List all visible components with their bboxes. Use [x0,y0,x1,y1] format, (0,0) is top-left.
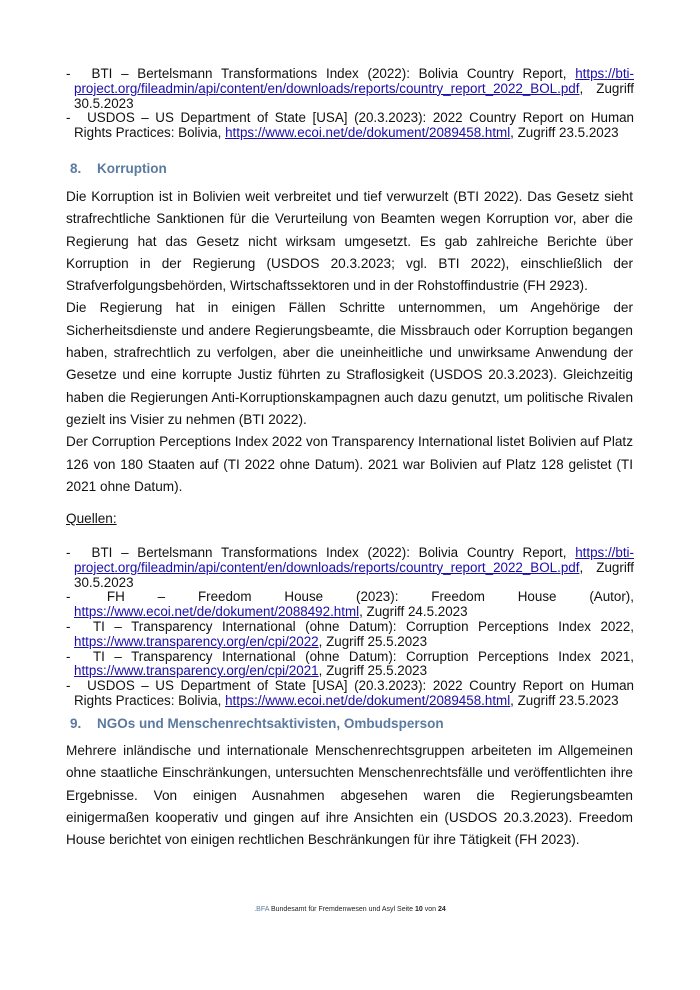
section-heading-ngos: 9. NGOs und Menschenrechtsaktivisten, Ombudsperson [70,716,444,731]
reference-link[interactable]: https://www.ecoi.net/de/dokument/2089458.html [225,125,511,141]
section-8-body [66,186,633,498]
section-heading-korruption: 8. Korruption [70,161,167,176]
paragraph: Der Corruption Perceptions Index 2022 von Transparency International listet Bolivien auf Platz 126 von 180 Staaten auf (TI 2022 ohne Datum). 2021 war Bolivien auf Platz 128 gelistet (TI 2021 ohne Datum). [66,434,633,494]
paragraph: Mehrere inländische und internationale Menschenrechtsgruppen arbeiteten im Allgemeinen ohne staatliche Einschränkungen, untersuchten Menschenrechtsfälle und veröffentlichten ihre Ergebnisse. Von einigen Ausnahmen abgesehen waren die Regierungsbeamten einigermaßen kooperativ und gingen auf ihre Ansichten ein (USDOS 20.3.2023). Freedom House berichtet von einigen rechtlichen Beschränkungen für ihre Tätigkeit (FH 2023). [66,743,633,848]
source-link[interactable]: https://www.ecoi.net/de/dokument/2089458.html [225,692,511,708]
section-9-body [66,740,633,851]
page-number: 10 [414,906,423,913]
sources-list [66,546,634,709]
source-link[interactable]: https://www.ecoi.net/de/dokument/2088492.html [74,604,360,620]
source-link[interactable]: https://www.transparency.org/en/cpi/2022 [74,633,319,649]
reference-item: - BTI – Bertelsmann Transformations Index (2022): Bolivia Country Report, https://bti-project.org/fileadmin/api/content/en/downloads/reports/country_report_2022_BOL.pdf, Zugriff 30.5.2023 [66,66,634,111]
sources-label: Quellen: [66,511,117,526]
source-link[interactable]: https://www.transparency.org/en/cpi/2021 [74,663,319,679]
source-link[interactable]: https://bti-project.org/fileadmin/api/content/en/downloads/reports/country_report_2022_BOL.pdf [74,545,634,575]
page-total: 24 [437,906,446,913]
bfa-logo-text: .BFA [254,906,270,913]
reference-item: - USDOS – US Department of State [USA] (20.3.2023): 2022 Country Report on Human Rights Practices: Bolivia, https://www.ecoi.net/de/dokument/2089458.html, Zugriff 23.5.2023 [66,110,634,141]
paragraph: Die Regierung hat in einigen Fällen Schritte unternommen, um Angehörige der Sicherheitsdienste und andere Regierungsbeamte, die Missbrauch oder Korruption begangen haben, strafrechtlich zu verfolgen, aber die uneinheitliche und unwirksame Anwendung der Gesetze und eine korrupte Justiz führten zu Straflosigkeit (USDOS 20.3.2023). Gleichzeitig haben die Regierungen Anti-Korruptionskampagnen auch dazu genutzt, um politische Rivalen gezielt ins Visier zu nehmen (BTI 2022). [66,300,633,427]
top-reference-list [66,67,634,141]
reference-link[interactable]: https://bti-project.org/fileadmin/api/content/en/downloads/reports/country_report_2022_BOL.pdf [74,66,634,96]
source-item: - FH – Freedom House (2023): Freedom House (Autor), https://www.ecoi.net/de/dokument/2088492.html, Zugriff 24.5.2023 [66,589,634,620]
source-item: - USDOS – US Department of State [USA] (20.3.2023): 2022 Country Report on Human Rights Practices: Bolivia, https://www.ecoi.net/de/dokument/2089458.html, Zugriff 23.5.2023 [66,678,634,708]
source-item: - TI – Transparency International (ohne Datum): Corruption Perceptions Index 2021, https://www.transparency.org/en/cpi/2021, Zugriff 25.5.2023 [66,648,634,679]
source-item: - TI – Transparency International (ohne Datum): Corruption Perceptions Index 2022, https://www.transparency.org/en/cpi/2022, Zugriff 25.5.2023 [66,618,634,649]
source-item: - BTI – Bertelsmann Transformations Index (2022): Bolivia Country Report, https://bti-project.org/fileadmin/api/content/en/downloads/reports/country_report_2022_BOL.pdf, Zugriff 30.5.2023 [66,545,634,590]
page-footer: .BFA Bundesamt für Fremdenwesen und Asyl Seite 10 von 24 [254,906,446,913]
paragraph: Die Korruption ist in Bolivien weit verbreitet und tief verwurzelt (BTI 2022). Das Gesetz sieht strafrechtliche Sanktionen für die Verurteilung von Beamten wegen Korruption vor, aber die Regierung hat das Gesetz nicht wirksam umgesetzt. Es gab zahlreiche Berichte über Korruption in der Regierung (USDOS 20.3.2023; vgl. BTI 2022), einschließlich der Strafverfolgungsbehörden, Wirtschaftssektoren und in der Rohstoffindustrie (FH 2923). [66,189,633,294]
